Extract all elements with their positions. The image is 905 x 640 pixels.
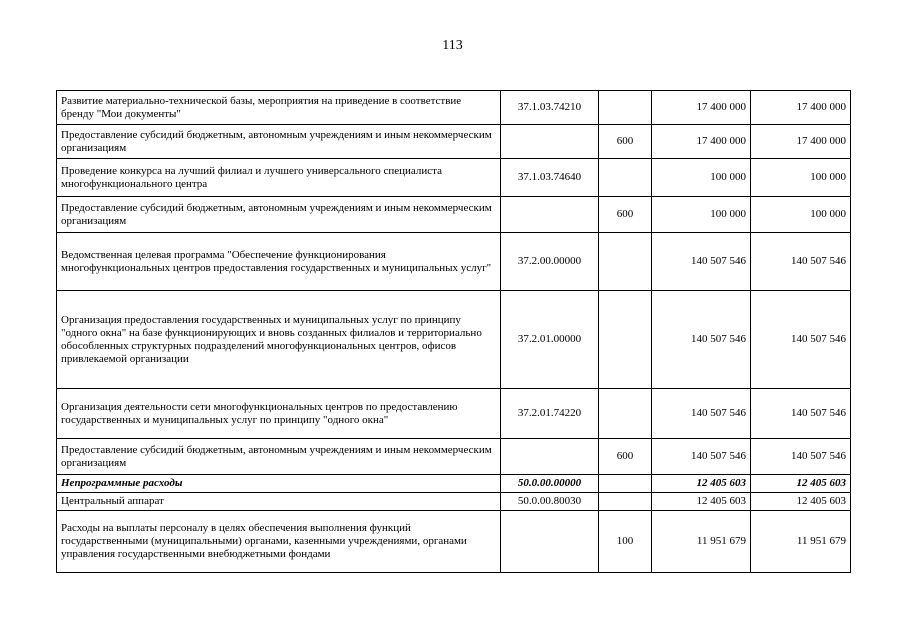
row-expense-type xyxy=(599,233,652,291)
row-expense-type xyxy=(599,159,652,197)
row-amount-1: 100 000 xyxy=(652,197,751,233)
row-name: Центральный аппарат xyxy=(57,493,501,511)
row-name: Предоставление субсидий бюджетным, автономным учреждениям и иным некоммерческим организациям xyxy=(57,439,501,475)
page-number: 113 xyxy=(442,38,463,53)
row-amount-2: 100 000 xyxy=(751,159,851,197)
row-code xyxy=(501,439,599,475)
row-expense-type: 600 xyxy=(599,125,652,159)
row-amount-1: 140 507 546 xyxy=(652,389,751,439)
table-row xyxy=(57,439,851,475)
row-name: Проведение конкурса на лучший филиал и лучшего универсального специалиста многофункционального центра xyxy=(57,159,501,197)
row-name: Предоставление субсидий бюджетным, автономным учреждениям и иным некоммерческим организациям xyxy=(57,125,501,159)
row-amount-1: 11 951 679 xyxy=(652,511,751,573)
row-code: 37.1.03.74210 xyxy=(501,91,599,125)
row-name: Ведомственная целевая программа "Обеспечение функционирования многофункциональных центров предоставления государственных и муниципальных услуг" xyxy=(57,233,501,291)
row-amount-2: 100 000 xyxy=(751,197,851,233)
table-row xyxy=(57,233,851,291)
row-amount-2: 140 507 546 xyxy=(751,233,851,291)
row-code xyxy=(501,125,599,159)
row-expense-type: 600 xyxy=(599,197,652,233)
row-name: Развитие материально-технической базы, мероприятия на приведение в соответствие бренду "Мои документы" xyxy=(57,91,501,125)
row-amount-1: 17 400 000 xyxy=(652,125,751,159)
row-code: 37.1.03.74640 xyxy=(501,159,599,197)
row-amount-1: 17 400 000 xyxy=(652,91,751,125)
row-expense-type: 600 xyxy=(599,439,652,475)
row-code: 50.0.00.00000 xyxy=(501,475,599,493)
row-code xyxy=(501,197,599,233)
budget-table xyxy=(56,90,851,573)
row-code: 37.2.01.74220 xyxy=(501,389,599,439)
row-name: Непрограммные расходы xyxy=(57,475,501,493)
row-amount-1: 12 405 603 xyxy=(652,493,751,511)
row-expense-type xyxy=(599,389,652,439)
row-code: 50.0.00.80030 xyxy=(501,493,599,511)
row-expense-type xyxy=(599,291,652,389)
row-name: Расходы на выплаты персоналу в целях обеспечения выполнения функций государственными (муниципальными) органами, казенными учреждениями, органами управления государственными внебюджетными фондами xyxy=(57,511,501,573)
row-name: Организация предоставления государственных и муниципальных услуг по принципу "одного окна" на базе функционирующих и вновь созданных филиалов и территориально обособленных структурных подразделений многофункциональных центров, офисов привлекаемой организации xyxy=(57,291,501,389)
row-code: 37.2.01.00000 xyxy=(501,291,599,389)
row-code: 37.2.00.00000 xyxy=(501,233,599,291)
row-amount-2: 140 507 546 xyxy=(751,439,851,475)
table-row xyxy=(57,125,851,159)
row-amount-2: 17 400 000 xyxy=(751,91,851,125)
row-expense-type xyxy=(599,91,652,125)
row-amount-2: 140 507 546 xyxy=(751,389,851,439)
row-amount-1: 140 507 546 xyxy=(652,439,751,475)
row-name: Организация деятельности сети многофункциональных центров по предоставлению государственных и муниципальных услуг по принципу "одного окна" xyxy=(57,389,501,439)
row-code xyxy=(501,511,599,573)
row-amount-1: 100 000 xyxy=(652,159,751,197)
row-amount-1: 140 507 546 xyxy=(652,233,751,291)
row-amount-2: 17 400 000 xyxy=(751,125,851,159)
table-row xyxy=(57,493,851,511)
table-row xyxy=(57,197,851,233)
row-amount-2: 140 507 546 xyxy=(751,291,851,389)
row-expense-type: 100 xyxy=(599,511,652,573)
table-row xyxy=(57,511,851,573)
table-row xyxy=(57,159,851,197)
table-row xyxy=(57,91,851,125)
table-row xyxy=(57,389,851,439)
row-expense-type xyxy=(599,493,652,511)
row-amount-2: 12 405 603 xyxy=(751,493,851,511)
row-amount-1: 12 405 603 xyxy=(652,475,751,493)
row-amount-2: 12 405 603 xyxy=(751,475,851,493)
row-amount-1: 140 507 546 xyxy=(652,291,751,389)
table-row xyxy=(57,291,851,389)
row-expense-type xyxy=(599,475,652,493)
row-name: Предоставление субсидий бюджетным, автономным учреждениям и иным некоммерческим организациям xyxy=(57,197,501,233)
row-amount-2: 11 951 679 xyxy=(751,511,851,573)
table-row-section xyxy=(57,475,851,493)
